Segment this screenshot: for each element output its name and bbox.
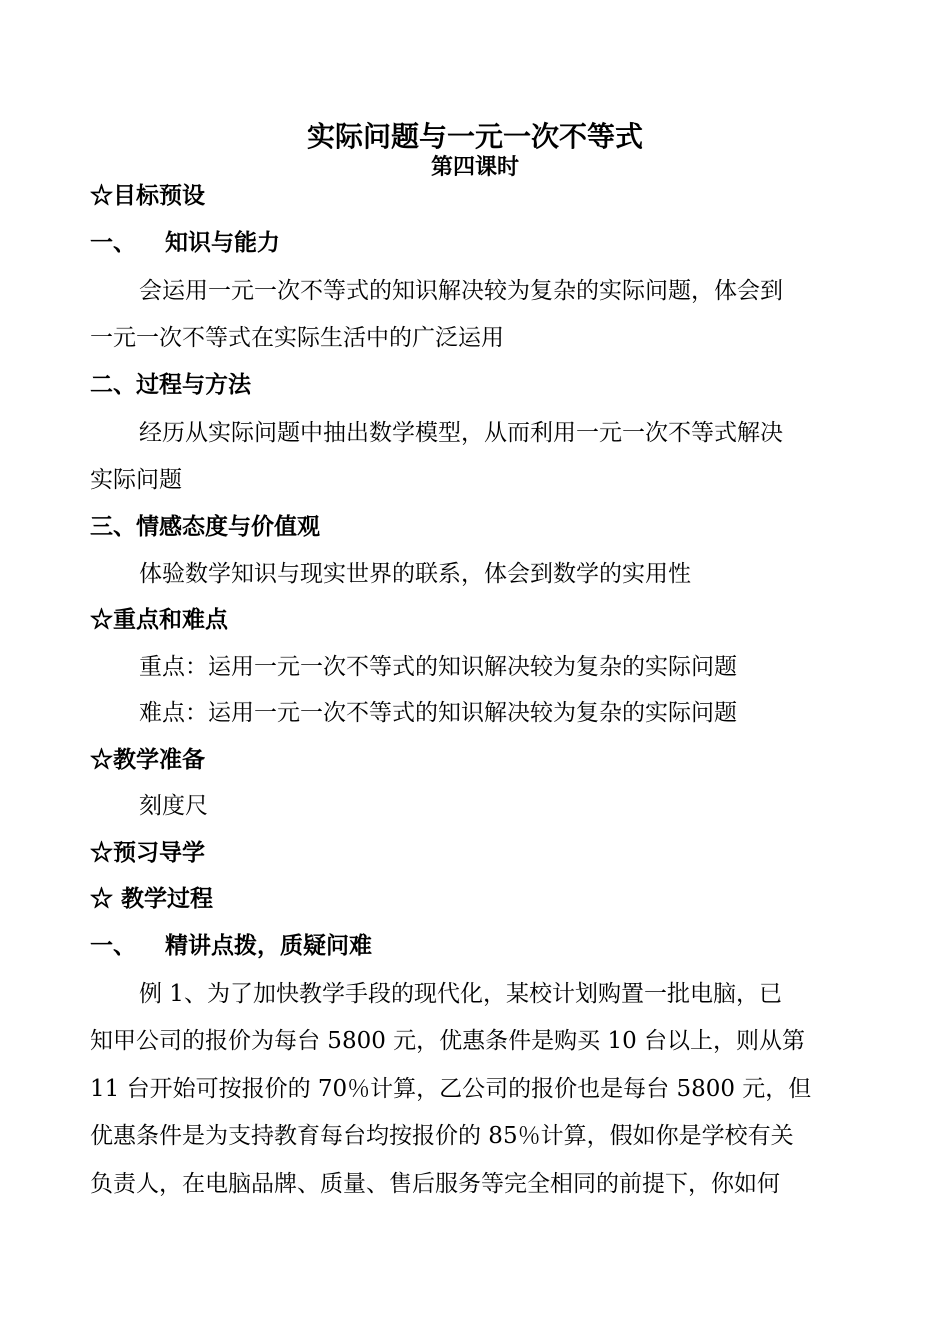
- goals-section-3-heading: 三、情感态度与价值观: [90, 513, 320, 540]
- goals-section-2-heading: 二、过程与方法: [90, 371, 251, 398]
- key-points-heading: ☆重点和难点: [90, 606, 228, 633]
- document-title: 实际问题与一元一次不等式: [306, 120, 643, 153]
- goals-section-2-text-line-2: 实际问题: [90, 467, 182, 493]
- goals-section-1-text-line-2: 一元一次不等式在实际生活中的广泛运用: [90, 325, 504, 351]
- star-glyph: ☆: [90, 885, 113, 912]
- goals-section-3-text: 体验数学知识与现实世界的联系，体会到数学的实用性: [139, 561, 691, 587]
- example-line: 优惠条件是为支持教育每台均按报价的 85％计算，假如你是学校有关: [90, 1123, 794, 1149]
- section-number: 一、: [90, 229, 136, 256]
- goals-section-2-text-line-1: 经历从实际问题中抽出数学模型，从而利用一元一次不等式解决: [139, 420, 783, 446]
- process-section-1-heading: [90, 931, 372, 961]
- example-line: 负责人，在电脑品牌、质量、售后服务等完全相同的前提下，你如何: [90, 1171, 780, 1197]
- goals-section-1-text-line-1: 会运用一元一次不等式的知识解决较为复杂的实际问题，体会到: [139, 278, 783, 304]
- example-line: 知甲公司的报价为每台 5800 元，优惠条件是购买 10 台以上，则从第: [90, 1028, 806, 1054]
- preparation-text: 刻度尺: [139, 793, 208, 819]
- section-number: 一、: [90, 932, 136, 959]
- preparation-heading: ☆教学准备: [90, 746, 205, 773]
- goals-heading: ☆目标预设: [90, 182, 205, 209]
- difficult-point-text: 难点：运用一元一次不等式的知识解决较为复杂的实际问题: [139, 700, 737, 726]
- process-heading-text: 教学过程: [121, 885, 214, 912]
- example-line: 11 台开始可按报价的 70％计算，乙公司的报价也是每台 5800 元，但: [90, 1076, 812, 1102]
- preview-heading: ☆预习导学: [90, 839, 205, 866]
- example-line: 例 1、为了加快教学手段的现代化，某校计划购置一批电脑，已: [139, 981, 782, 1007]
- goals-section-1-heading: [90, 228, 280, 258]
- document-subtitle: 第四课时: [430, 154, 519, 180]
- section-title: 知识与能力: [165, 229, 280, 256]
- process-heading: [90, 884, 213, 914]
- section-title: 精讲点拨，质疑问难: [165, 932, 372, 959]
- key-point-text: 重点：运用一元一次不等式的知识解决较为复杂的实际问题: [139, 654, 737, 680]
